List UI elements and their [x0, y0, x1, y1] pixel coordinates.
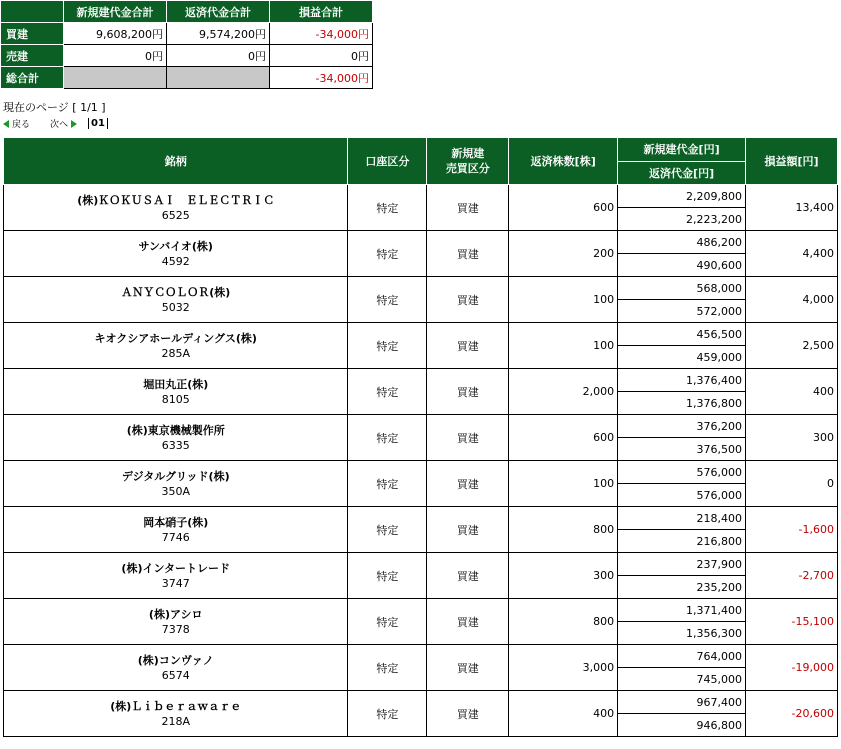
profit-loss: 400 — [746, 369, 838, 415]
summary-header-new-total: 新規建代金合計 — [64, 1, 167, 23]
summary-repay-total-blank — [167, 67, 270, 89]
trade-type: 買建 — [427, 461, 509, 507]
trade-type: 買建 — [427, 507, 509, 553]
repay-amount: 376,500 — [618, 438, 746, 461]
stock-name[interactable]: サンバイオ(株) — [138, 239, 213, 253]
summary-new-total: 9,608,200円 — [64, 23, 167, 45]
profit-loss: -2,700 — [746, 553, 838, 599]
trade-type: 買建 — [427, 415, 509, 461]
summary-new-total: 0円 — [64, 45, 167, 67]
table-row — [4, 553, 838, 576]
summary-pl-total: 0円 — [270, 45, 373, 67]
trade-type: 買建 — [427, 369, 509, 415]
new-amount: 456,500 — [618, 323, 746, 346]
stock-code: 6525 — [161, 208, 190, 222]
repay-amount: 1,356,300 — [618, 622, 746, 645]
trade-type-header-line1: 新規建 — [451, 147, 485, 160]
profit-loss: -15,100 — [746, 599, 838, 645]
table-row — [4, 599, 838, 622]
stock-name-cell — [4, 553, 348, 599]
trade-type: 買建 — [427, 277, 509, 323]
col-header-repay-amount: 返済代金[円] — [618, 162, 746, 185]
repay-amount: 745,000 — [618, 668, 746, 691]
repay-shares: 100 — [509, 323, 618, 369]
summary-repay-total: 9,574,200円 — [167, 23, 270, 45]
trade-type: 買建 — [427, 231, 509, 277]
stock-name[interactable]: (株)インタートレード — [121, 561, 231, 575]
summary-table — [0, 0, 373, 89]
stock-name[interactable]: デジタルグリッド(株) — [121, 469, 230, 483]
stock-name[interactable]: 堀田丸正(株) — [143, 377, 209, 391]
trade-type: 買建 — [427, 691, 509, 737]
new-amount: 486,200 — [618, 231, 746, 254]
trade-type: 買建 — [427, 599, 509, 645]
stock-name-cell — [4, 369, 348, 415]
table-row — [4, 507, 838, 530]
repay-shares: 3,000 — [509, 645, 618, 691]
stock-code: 8105 — [161, 392, 190, 406]
stock-code: 6335 — [161, 438, 190, 452]
repay-amount: 235,200 — [618, 576, 746, 599]
table-row — [4, 323, 838, 346]
repay-shares: 2,000 — [509, 369, 618, 415]
pager — [3, 117, 108, 130]
stock-name-cell — [4, 277, 348, 323]
profit-loss: -19,000 — [746, 645, 838, 691]
repay-amount: 576,000 — [618, 484, 746, 507]
summary-row-label: 買建 — [1, 23, 64, 45]
account-type: 特定 — [348, 507, 427, 553]
stock-name-cell — [4, 507, 348, 553]
repay-shares: 800 — [509, 599, 618, 645]
repay-shares: 200 — [509, 231, 618, 277]
repay-amount: 216,800 — [618, 530, 746, 553]
current-page-info: 現在のページ [ 1/1 ] — [3, 101, 106, 114]
repay-amount: 490,600 — [618, 254, 746, 277]
stock-name-cell — [4, 461, 348, 507]
new-amount: 376,200 — [618, 415, 746, 438]
stock-name-cell — [4, 185, 348, 231]
stock-name-cell — [4, 691, 348, 737]
table-row — [4, 461, 838, 484]
stock-code: 218A — [161, 714, 190, 728]
new-amount: 576,000 — [618, 461, 746, 484]
account-type: 特定 — [348, 645, 427, 691]
col-header-account: 口座区分 — [348, 138, 427, 185]
next-arrow-icon[interactable] — [71, 120, 77, 128]
repay-shares: 800 — [509, 507, 618, 553]
summary-corner — [1, 1, 64, 23]
stock-code: 350A — [161, 484, 190, 498]
repay-amount: 572,000 — [618, 300, 746, 323]
col-header-trade-type — [427, 138, 509, 185]
account-type: 特定 — [348, 691, 427, 737]
summary-repay-total: 0円 — [167, 45, 270, 67]
trade-type: 買建 — [427, 185, 509, 231]
profit-loss: 300 — [746, 415, 838, 461]
new-amount: 967,400 — [618, 691, 746, 714]
summary-pl-total: -34,000円 — [270, 67, 373, 89]
stock-name[interactable]: (株)アシロ — [148, 607, 203, 621]
summary-header-repay-total: 返済代金合計 — [167, 1, 270, 23]
stock-name[interactable]: 岡本硝子(株) — [143, 515, 209, 529]
repay-shares: 600 — [509, 185, 618, 231]
back-arrow-icon[interactable] — [3, 120, 9, 128]
stock-name[interactable]: (株)ＫＯＫＵＳＡＩ ＥＬＥＣＴＲＩＣ — [77, 193, 275, 207]
stock-name[interactable]: (株)コンヴァノ — [137, 653, 214, 667]
stock-code: 6574 — [161, 668, 190, 682]
account-type: 特定 — [348, 231, 427, 277]
repay-amount: 1,376,800 — [618, 392, 746, 415]
repay-amount: 946,800 — [618, 714, 746, 737]
profit-loss: 4,000 — [746, 277, 838, 323]
table-row — [4, 231, 838, 254]
stock-code: 285A — [161, 346, 190, 360]
summary-row-label: 総合計 — [1, 67, 64, 89]
stock-name[interactable]: (株)Ｌｉｂｅｒａｗａｒｅ — [110, 699, 242, 713]
table-row — [4, 277, 838, 300]
account-type: 特定 — [348, 415, 427, 461]
summary-header-pl-total: 損益合計 — [270, 1, 373, 23]
new-amount: 218,400 — [618, 507, 746, 530]
table-row — [4, 369, 838, 392]
summary-row-label: 売建 — [1, 45, 64, 67]
stock-code: 7746 — [161, 530, 190, 544]
stock-name[interactable]: ＡＮＹＣＯＬＯＲ(株) — [121, 285, 231, 299]
summary-row-grand-total — [1, 67, 373, 89]
stock-code: 7378 — [161, 622, 190, 636]
repay-shares: 600 — [509, 415, 618, 461]
table-row — [4, 645, 838, 668]
account-type: 特定 — [348, 461, 427, 507]
summary-new-total-blank — [64, 67, 167, 89]
account-type: 特定 — [348, 599, 427, 645]
stock-name-cell — [4, 415, 348, 461]
repay-shares: 300 — [509, 553, 618, 599]
account-type: 特定 — [348, 369, 427, 415]
positions-table — [3, 137, 838, 737]
summary-row-buy — [1, 23, 373, 45]
account-type: 特定 — [348, 553, 427, 599]
stock-code: 3747 — [161, 576, 190, 590]
stock-name-cell — [4, 599, 348, 645]
table-row — [4, 691, 838, 714]
page-number-link[interactable]: 01 — [88, 118, 108, 129]
stock-name-cell — [4, 323, 348, 369]
trade-type-header-line2: 売買区分 — [445, 162, 490, 175]
stock-code: 5032 — [161, 300, 190, 314]
repay-shares: 400 — [509, 691, 618, 737]
table-row — [4, 185, 838, 208]
new-amount: 237,900 — [618, 553, 746, 576]
profit-loss: -20,600 — [746, 691, 838, 737]
repay-amount: 459,000 — [618, 346, 746, 369]
summary-pl-total: -34,000円 — [270, 23, 373, 45]
trade-type: 買建 — [427, 645, 509, 691]
col-header-pl: 損益額[円] — [746, 138, 838, 185]
summary-row-sell — [1, 45, 373, 67]
account-type: 特定 — [348, 323, 427, 369]
new-amount: 1,371,400 — [618, 599, 746, 622]
stock-name[interactable]: (株)東京機械製作所 — [126, 423, 225, 437]
repay-amount: 2,223,200 — [618, 208, 746, 231]
account-type: 特定 — [348, 277, 427, 323]
stock-name-cell — [4, 231, 348, 277]
profit-loss: -1,600 — [746, 507, 838, 553]
trade-type: 買建 — [427, 323, 509, 369]
trade-type: 買建 — [427, 553, 509, 599]
col-header-new-amount: 新規建代金[円] — [618, 138, 746, 162]
profit-loss: 0 — [746, 461, 838, 507]
repay-shares: 100 — [509, 461, 618, 507]
col-header-shares: 返済株数[株] — [509, 138, 618, 185]
next-link[interactable]: 次へ — [50, 120, 69, 130]
account-type: 特定 — [348, 185, 427, 231]
repay-shares: 100 — [509, 277, 618, 323]
new-amount: 568,000 — [618, 277, 746, 300]
profit-loss: 13,400 — [746, 185, 838, 231]
profit-loss: 4,400 — [746, 231, 838, 277]
stock-code: 4592 — [161, 254, 190, 268]
new-amount: 764,000 — [618, 645, 746, 668]
stock-name[interactable]: キオクシアホールディングス(株) — [94, 331, 257, 345]
back-link[interactable]: 戻る — [12, 120, 31, 130]
table-row — [4, 415, 838, 438]
new-amount: 2,209,800 — [618, 185, 746, 208]
stock-name-cell — [4, 645, 348, 691]
profit-loss: 2,500 — [746, 323, 838, 369]
new-amount: 1,376,400 — [618, 369, 746, 392]
col-header-name: 銘柄 — [4, 138, 348, 185]
